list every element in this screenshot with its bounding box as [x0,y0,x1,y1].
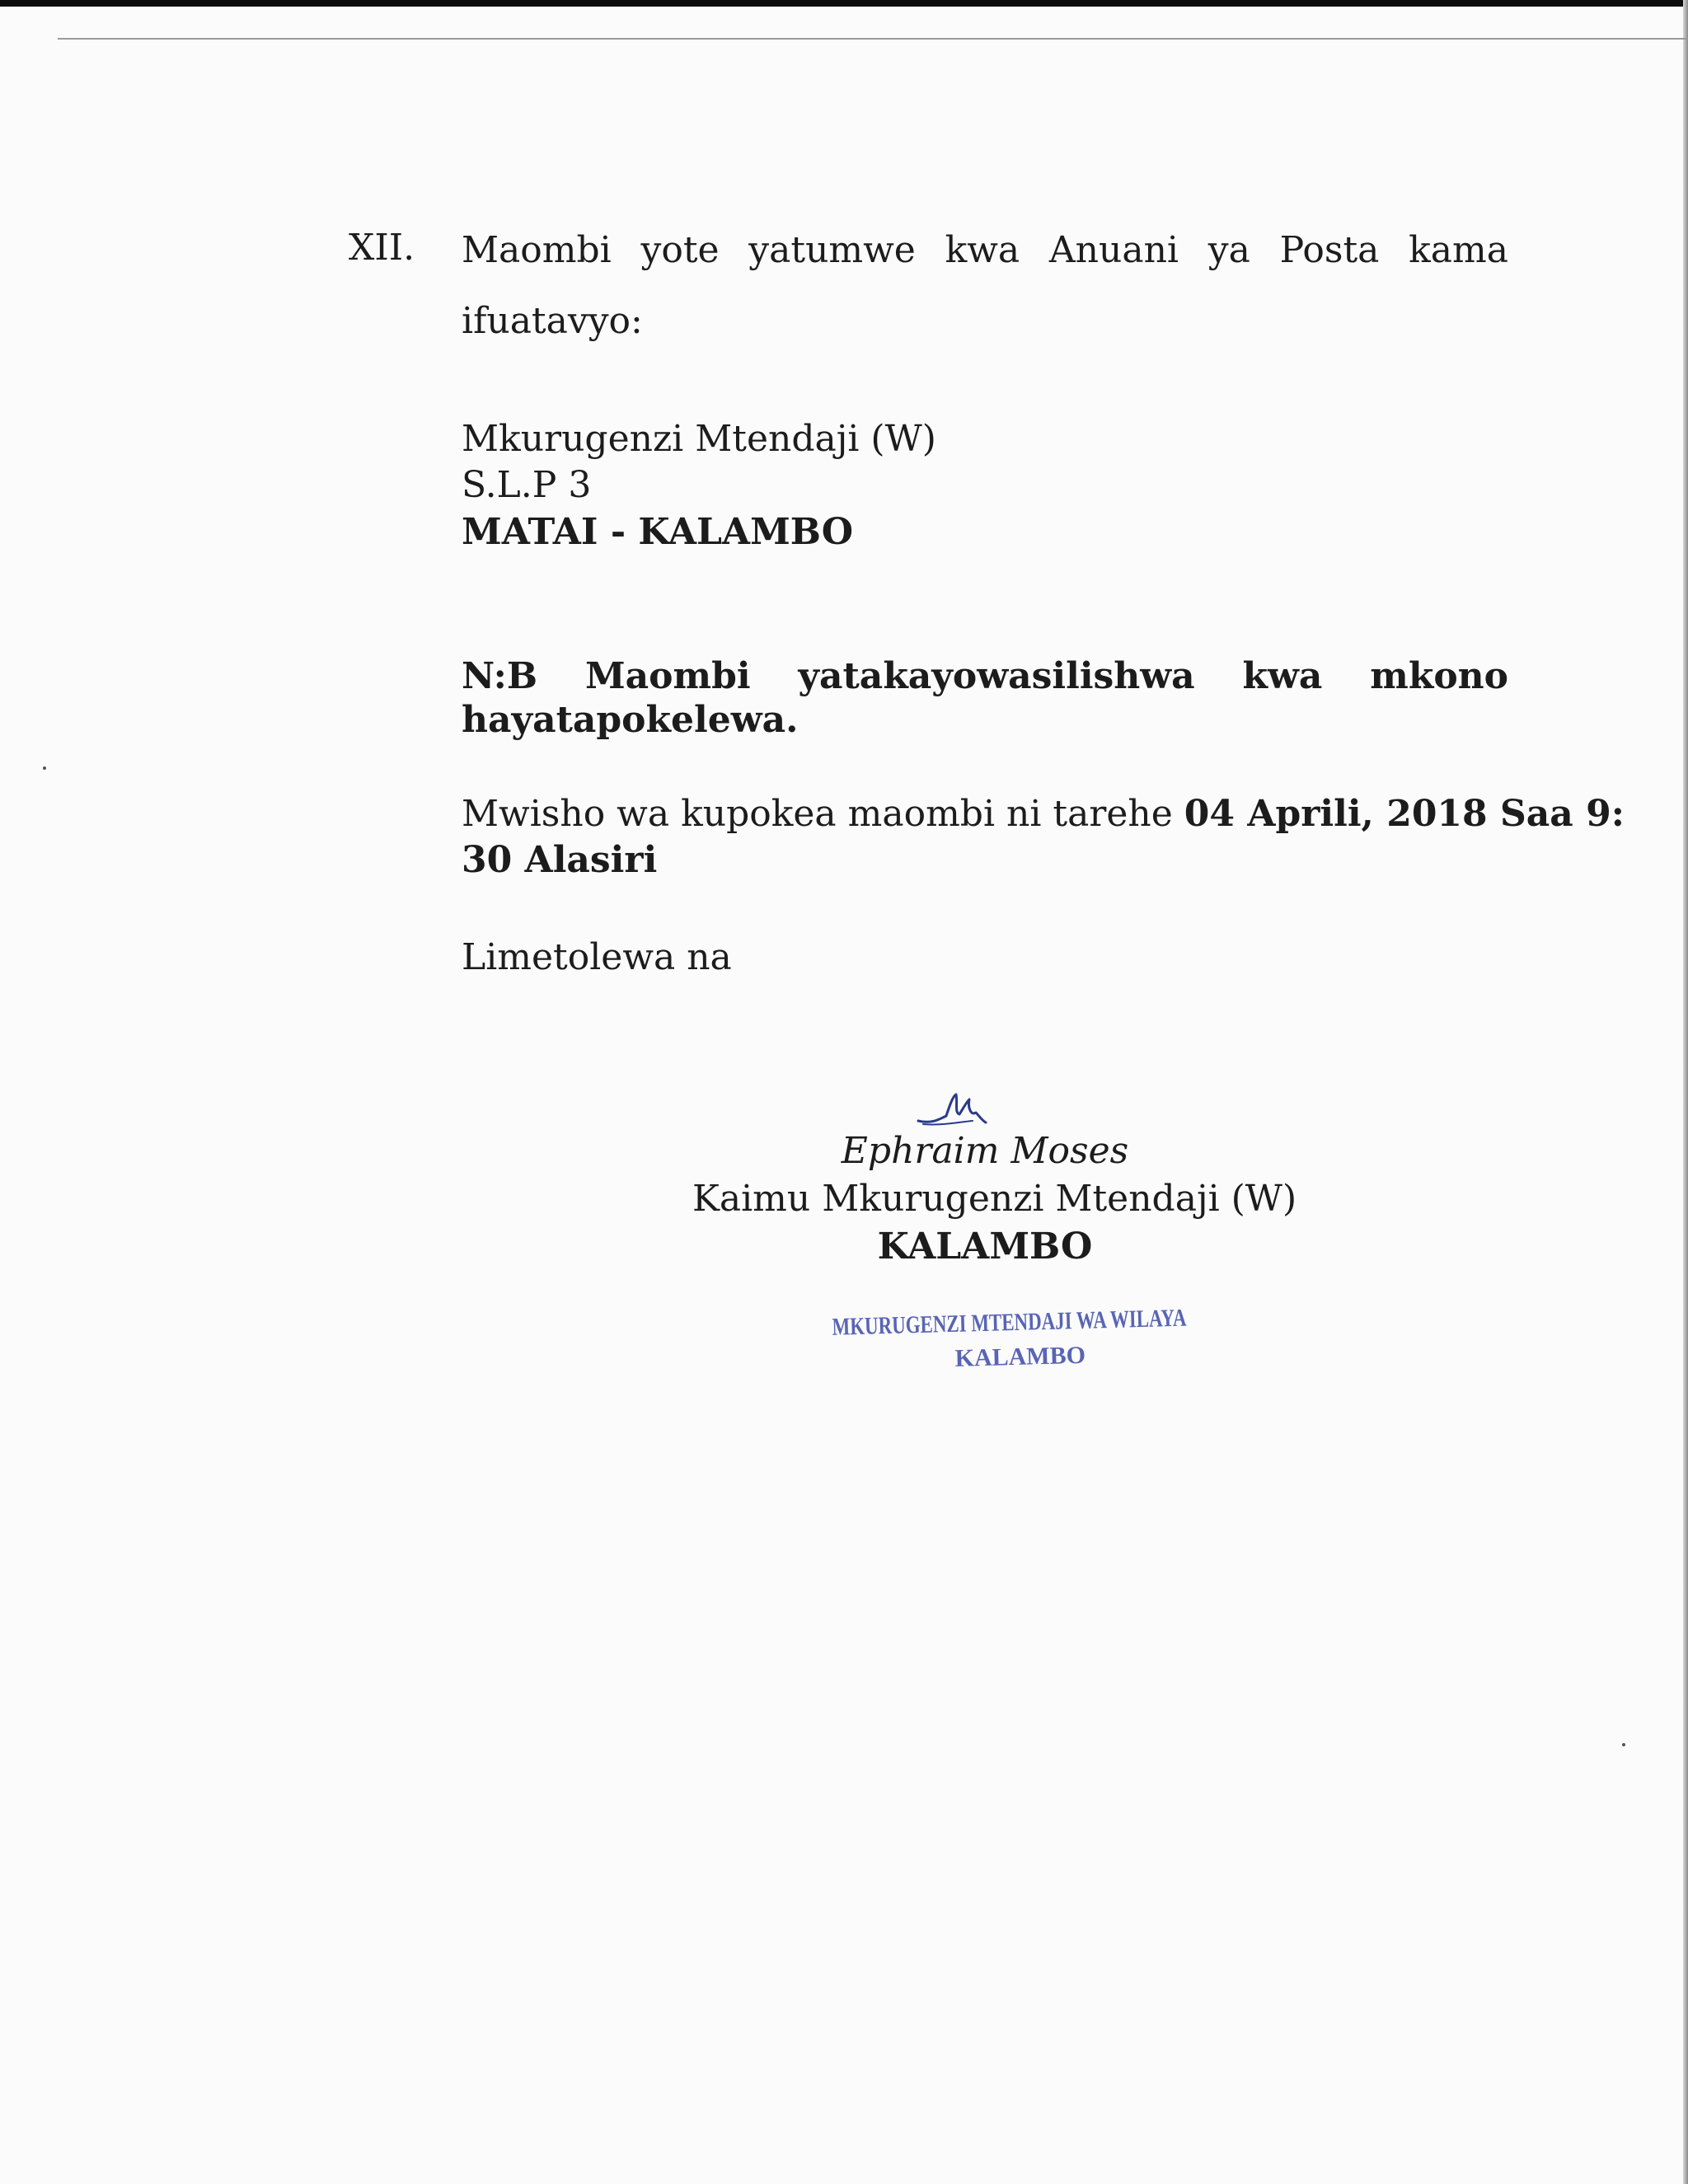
address-location: MATAI - KALAMBO [462,511,854,553]
signatory-office: KALAMBO [877,1226,1093,1268]
section-number: XII. [349,227,415,269]
scan-speck [1622,1743,1625,1746]
deadline-line-2: 30 Alasiri [462,839,658,881]
note-line-2: hayatapokelewa. [462,699,799,741]
header-rule [58,38,1688,40]
deadline-intro: Mwisho wa kupokea maombi ni tarehe [462,793,1184,835]
svg-text:KALAMBO: KALAMBO [954,1341,1086,1372]
official-stamp [832,1296,1296,1379]
svg-text:MKURUGENZI MTENDAJI WA WILAYA: MKURUGENZI MTENDAJI WA WILAYA [832,1301,1296,1341]
signatory-name: Ephraim Moses [841,1130,1129,1172]
scan-speck [43,766,46,770]
issued-by-label: Limetolewa na [462,936,732,978]
address-recipient: Mkurugenzi Mtendaji (W) [462,418,936,460]
instruction-line-2: ifuatavyo: [462,300,643,342]
note-line-1: N:B Maombi yatakayowasilishwa kwa mkono [462,655,1508,697]
page-right-edge [1683,0,1688,2184]
page-top-edge [0,0,1688,7]
handwritten-signature [915,1088,989,1129]
signatory-title: Kaimu Mkurugenzi Mtendaji (W) [692,1178,1297,1220]
deadline-date: 04 Aprili, 2018 Saa 9: [1184,793,1625,835]
instruction-line-1: Maombi yote yatumwe kwa Anuani ya Posta kama [462,229,1508,271]
deadline-line-1 [462,793,1625,835]
signatory-block [692,1127,1297,1271]
address-po-box: S.L.P 3 [462,464,592,506]
